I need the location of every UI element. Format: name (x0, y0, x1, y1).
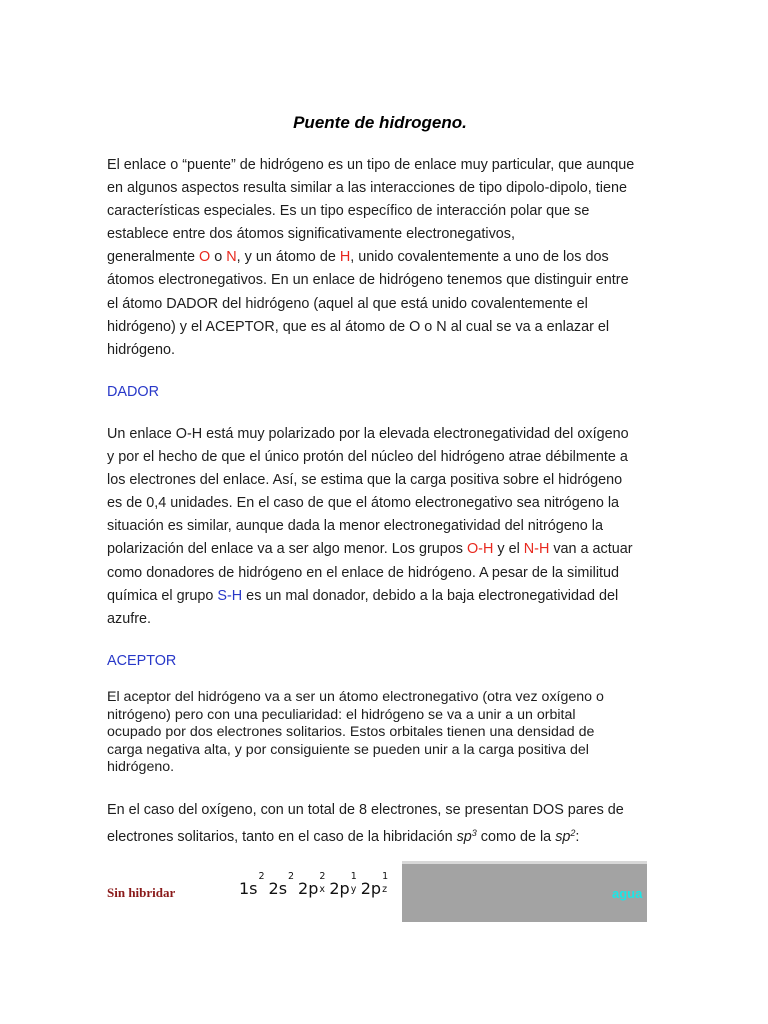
orbital-occupancy: 1 (382, 871, 389, 882)
orbital-axis: y (350, 884, 357, 895)
text-line: El enlace o “puente” de hidrógeno es un tipo de enlace muy particular, que aunque (107, 157, 635, 173)
text-line (107, 246, 667, 269)
aceptor-paragraph (107, 689, 667, 777)
text-line: El aceptor del hidrógeno va a ser un átomo electronegativo (otra vez oxígeno o (107, 689, 604, 705)
orbital-occupancy: 2 (319, 871, 326, 882)
text-line: establece entre dos átomos significativamente electronegativos, (107, 226, 515, 243)
text-line (107, 585, 667, 608)
text-line: los electrones del enlace. Así, se estima que la carga positiva sobre el hidrógeno (107, 472, 623, 489)
agua-label: agua (612, 886, 643, 901)
sp3-label: sp (456, 829, 472, 846)
text-fragment: polarización del enlace va a ser algo menor. Los grupos (107, 541, 467, 558)
text-fragment: generalmente (107, 249, 200, 266)
sp2-label: sp (555, 829, 571, 846)
text-fragment: química el grupo (107, 587, 218, 604)
text-fragment: es un mal donador, debido a la baja electronegatividad del (242, 587, 619, 604)
nh-group: N-H (523, 541, 550, 558)
orbital-axis: x (319, 884, 325, 895)
text-line: En el caso del oxígeno, con un total de 8 electrones, se presentan DOS pares de (107, 802, 624, 818)
text-line: Un enlace O-H está muy polarizado por la elevada electronegatividad del oxígeno (107, 426, 629, 442)
text-line: hidrógeno) y el ACEPTOR, que es al átomo de O o N al cual se va a enlazar el (107, 318, 610, 335)
orbital-base: 2p (360, 879, 382, 898)
text-line: nitrógeno) pero con una peculiaridad: el hidrógeno se va a unir a un orbital (107, 706, 576, 723)
oh-group: O-H (466, 541, 494, 558)
text-line: carga negativa alta, y por consiguiente se pueden unir a la carga positiva del (107, 741, 589, 758)
orbital-term (329, 871, 357, 898)
orbital-axis: z (382, 884, 388, 895)
orbital-term (268, 871, 296, 898)
text-line: átomos electronegativos. En un enlace de hidrógeno tenemos que distinguir entre (107, 272, 629, 289)
orbital-occupancy: 2 (288, 871, 295, 882)
text-line: hidrógeno. (107, 341, 176, 358)
text-fragment: como de la (476, 829, 556, 846)
oxygen-symbol: O (199, 249, 211, 266)
orbital-base: 1s (239, 879, 258, 898)
hydrogen-symbol: H (339, 249, 351, 266)
orbital-base: 2p (329, 879, 350, 898)
orbital-base: 2s (268, 879, 288, 898)
sin-hibridar-label: Sin hibridar (107, 885, 176, 900)
figure-gray-box (402, 861, 647, 922)
nitrogen-symbol: N (226, 249, 237, 266)
box-top-edge (402, 861, 647, 864)
aceptor-heading: ACEPTOR (107, 653, 177, 669)
text-fragment: , y un átomo de (236, 249, 340, 266)
text-line: características especiales. Es un tipo específico de interacción polar que se (107, 203, 590, 220)
text-fragment: , unido covalentemente a uno de los dos (350, 249, 609, 266)
text-line: azufre. (107, 610, 151, 627)
text-line: es de 0,4 unidades. En el caso de que el átomo electronegativo sea nitrógeno la (107, 495, 620, 512)
orbital-term (298, 871, 326, 898)
text-fragment: : (575, 829, 580, 846)
text-fragment: o (210, 249, 227, 266)
page-title: Puente de hidrogeno. (293, 113, 467, 132)
text-line: hidrógeno. (107, 759, 175, 776)
sp3-superscript: 3 (471, 828, 477, 839)
text-fragment: y el (493, 541, 524, 558)
dador-heading: DADOR (107, 384, 159, 400)
orbital-term (360, 871, 389, 898)
text-line: el átomo DADOR del hidrógeno (aquel al que está unido covalentemente el (107, 295, 588, 312)
oxigeno-paragraph (107, 799, 667, 849)
text-line: en algunos aspectos resulta similar a las interacciones de tipo dipolo-dipolo, tiene (107, 180, 627, 197)
dador-paragraph (107, 423, 667, 631)
orbital-base: 2p (298, 879, 319, 898)
text-line (107, 822, 667, 849)
orbital-occupancy: 2 (258, 871, 265, 882)
orbital-occupancy: 1 (350, 871, 357, 882)
sp2-superscript: 2 (570, 828, 576, 839)
orbital-term (239, 871, 266, 898)
intro-paragraph (107, 154, 667, 362)
text-line (107, 538, 667, 561)
text-line: situación es similar, aunque dada la menor electronegatividad del nitrógeno la (107, 518, 603, 535)
sh-group: S-H (217, 587, 243, 604)
text-fragment: electrones solitarios, tanto en el caso de la hibridación (107, 829, 457, 846)
text-line: como donadores de hidrógeno en el enlace de hidrógeno. A pesar de la similitud (107, 564, 620, 581)
electron-configuration (239, 871, 392, 918)
text-fragment: van a actuar (549, 541, 633, 558)
text-line: y por el hecho de que el único protón del núcleo del hidrógeno atrae débilmente a (107, 449, 628, 466)
text-line: ocupado por dos electrones solitarios. Estos orbitales tienen una densidad de (107, 724, 595, 741)
